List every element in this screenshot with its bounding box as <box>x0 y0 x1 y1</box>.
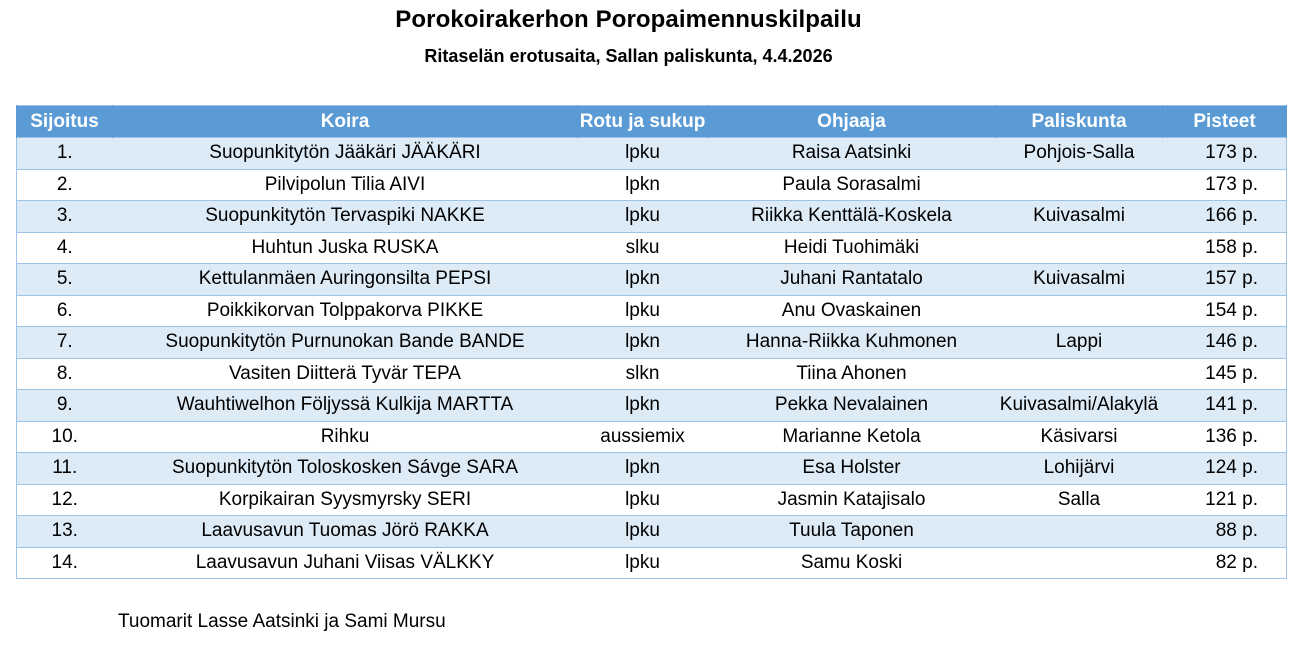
cell-points: 146 p. <box>1163 327 1287 359</box>
cell-district: Lohijärvi <box>996 453 1163 485</box>
cell-dog: Poikkikorvan Tolppakorva PIKKE <box>113 295 578 327</box>
cell-district: Käsivarsi <box>996 421 1163 453</box>
cell-dog: Wauhtiwelhon Följyssä Kulkija MARTTA <box>113 390 578 422</box>
cell-handler: Hanna-Riikka Kuhmonen <box>708 327 996 359</box>
cell-breed: lpkn <box>578 169 708 201</box>
cell-rank: 3. <box>17 201 113 233</box>
cell-rank: 2. <box>17 169 113 201</box>
cell-district: Kuivasalmi/Alakylä <box>996 390 1163 422</box>
table-row <box>17 201 1287 233</box>
cell-breed: aussiemix <box>578 421 708 453</box>
cell-dog: Kettulanmäen Auringonsilta PEPSI <box>113 264 578 296</box>
cell-dog: Suopunkitytön Tervaspiki NAKKE <box>113 201 578 233</box>
table-row <box>17 484 1287 516</box>
cell-rank: 4. <box>17 232 113 264</box>
cell-points: 145 p. <box>1163 358 1287 390</box>
cell-district <box>996 358 1163 390</box>
cell-handler: Pekka Nevalainen <box>708 390 996 422</box>
cell-district <box>996 547 1163 579</box>
cell-breed: lpku <box>578 138 708 170</box>
cell-dog: Laavusavun Juhani Viisas VÄLKKY <box>113 547 578 579</box>
cell-handler: Marianne Ketola <box>708 421 996 453</box>
cell-handler: Paula Sorasalmi <box>708 169 996 201</box>
cell-rank: 9. <box>17 390 113 422</box>
cell-breed: lpkn <box>578 390 708 422</box>
table-row <box>17 358 1287 390</box>
cell-points: 124 p. <box>1163 453 1287 485</box>
cell-handler: Heidi Tuohimäki <box>708 232 996 264</box>
column-header-district: Paliskunta <box>996 106 1163 138</box>
cell-district: Kuivasalmi <box>996 264 1163 296</box>
cell-points: 173 p. <box>1163 169 1287 201</box>
column-header-handler: Ohjaaja <box>708 106 996 138</box>
cell-dog: Laavusavun Tuomas Jörö RAKKA <box>113 516 578 548</box>
cell-points: 157 p. <box>1163 264 1287 296</box>
cell-points: 88 p. <box>1163 516 1287 548</box>
cell-dog: Suopunkitytön Toloskosken Sávge SARA <box>113 453 578 485</box>
cell-handler: Riikka Kenttälä-Koskela <box>708 201 996 233</box>
cell-breed: slkn <box>578 358 708 390</box>
column-header-points: Pisteet <box>1163 106 1287 138</box>
results-table <box>16 105 1287 579</box>
cell-handler: Anu Ovaskainen <box>708 295 996 327</box>
cell-dog: Korpikairan Syysmyrsky SERI <box>113 484 578 516</box>
table-row <box>17 264 1287 296</box>
cell-rank: 14. <box>17 547 113 579</box>
cell-breed: lpku <box>578 201 708 233</box>
cell-breed: lpkn <box>578 327 708 359</box>
cell-district <box>996 169 1163 201</box>
cell-district: Salla <box>996 484 1163 516</box>
table-row <box>17 232 1287 264</box>
table-row <box>17 516 1287 548</box>
cell-rank: 7. <box>17 327 113 359</box>
cell-rank: 5. <box>17 264 113 296</box>
page-title: Porokoirakerhon Poropaimennuskilpailu <box>395 6 862 33</box>
cell-breed: lpkn <box>578 264 708 296</box>
cell-district: Kuivasalmi <box>996 201 1163 233</box>
cell-dog: Vasiten Diitterä Tyvär TEPA <box>113 358 578 390</box>
column-header-dog: Koira <box>113 106 578 138</box>
cell-breed: lpkn <box>578 453 708 485</box>
cell-handler: Esa Holster <box>708 453 996 485</box>
table-header-row <box>17 106 1287 138</box>
cell-district <box>996 232 1163 264</box>
cell-breed: lpku <box>578 484 708 516</box>
cell-breed: slku <box>578 232 708 264</box>
cell-dog: Suopunkitytön Jääkäri JÄÄKÄRI <box>113 138 578 170</box>
cell-points: 82 p. <box>1163 547 1287 579</box>
cell-rank: 13. <box>17 516 113 548</box>
cell-rank: 1. <box>17 138 113 170</box>
page-subtitle: Ritaselän erotusaita, Sallan paliskunta, 4.4.2026 <box>424 46 833 66</box>
cell-points: 136 p. <box>1163 421 1287 453</box>
cell-handler: Jasmin Katajisalo <box>708 484 996 516</box>
cell-district <box>996 295 1163 327</box>
cell-district: Pohjois-Salla <box>996 138 1163 170</box>
cell-handler: Juhani Rantatalo <box>708 264 996 296</box>
cell-rank: 6. <box>17 295 113 327</box>
table-row <box>17 327 1287 359</box>
cell-dog: Pilvipolun Tilia AIVI <box>113 169 578 201</box>
cell-breed: lpku <box>578 295 708 327</box>
cell-dog: Rihku <box>113 421 578 453</box>
cell-rank: 8. <box>17 358 113 390</box>
table-row <box>17 169 1287 201</box>
column-header-breed: Rotu ja sukup <box>578 106 708 138</box>
cell-district <box>996 516 1163 548</box>
cell-dog: Suopunkitytön Purnunokan Bande BANDE <box>113 327 578 359</box>
cell-dog: Huhtun Juska RUSKA <box>113 232 578 264</box>
cell-handler: Tuula Taponen <box>708 516 996 548</box>
cell-handler: Samu Koski <box>708 547 996 579</box>
cell-points: 121 p. <box>1163 484 1287 516</box>
results-body <box>17 138 1287 579</box>
cell-breed: lpku <box>578 547 708 579</box>
table-row <box>17 453 1287 485</box>
table-row <box>17 421 1287 453</box>
judges-note: Tuomarit Lasse Aatsinki ja Sami Mursu <box>118 611 446 632</box>
table-row <box>17 138 1287 170</box>
cell-points: 166 p. <box>1163 201 1287 233</box>
cell-rank: 10. <box>17 421 113 453</box>
cell-breed: lpku <box>578 516 708 548</box>
cell-rank: 12. <box>17 484 113 516</box>
cell-handler: Raisa Aatsinki <box>708 138 996 170</box>
table-row <box>17 390 1287 422</box>
column-header-rank: Sijoitus <box>17 106 113 138</box>
table-row <box>17 547 1287 579</box>
cell-points: 141 p. <box>1163 390 1287 422</box>
cell-rank: 11. <box>17 453 113 485</box>
cell-points: 154 p. <box>1163 295 1287 327</box>
cell-points: 173 p. <box>1163 138 1287 170</box>
table-row <box>17 295 1287 327</box>
cell-handler: Tiina Ahonen <box>708 358 996 390</box>
cell-district: Lappi <box>996 327 1163 359</box>
cell-points: 158 p. <box>1163 232 1287 264</box>
